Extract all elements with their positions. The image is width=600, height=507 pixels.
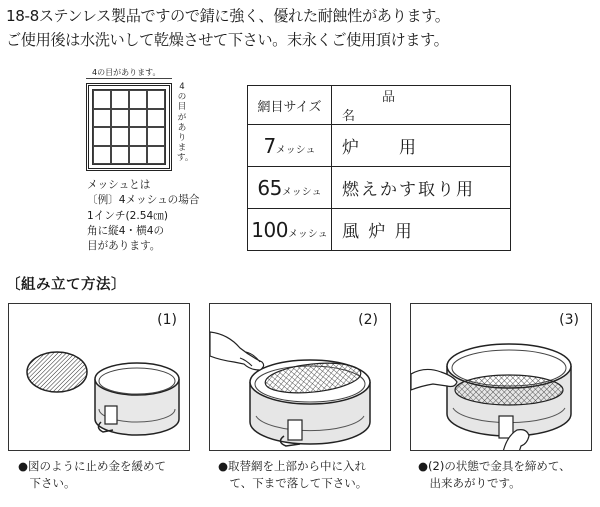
step-1-caption: [18, 458, 166, 492]
intro-text: [6, 4, 596, 52]
caption-line: ●(2)の状態で金具を締めて、: [418, 459, 571, 473]
mesh-explain-line: 1インチ(2.54㎝): [87, 209, 168, 222]
mesh-width-arrow: [86, 78, 172, 79]
step-3-caption: [418, 458, 571, 492]
product-use-cell: [332, 167, 511, 209]
caption-line: 下さい。: [18, 476, 76, 490]
caption-line: ●図のように止め金を緩めて: [18, 459, 167, 473]
mesh-grid-diagram: [86, 83, 172, 171]
mesh-unit: メッシュ: [275, 144, 316, 156]
mesh-unit: メッシュ: [287, 228, 328, 240]
mesh-size-cell: [248, 125, 332, 167]
table-row: [248, 167, 511, 209]
mesh-explain-line: 〔例〕4メッシュの場合: [87, 194, 200, 207]
product-use: 燃えかす取り用: [342, 180, 475, 200]
step-number: (3): [559, 312, 579, 328]
mesh-number: 65: [257, 175, 282, 200]
mesh-explain-line: 目があります。: [87, 240, 161, 253]
header-mesh-size: 網目サイズ: [248, 86, 332, 125]
table-row: [248, 209, 511, 251]
mesh-unit: メッシュ: [281, 186, 322, 198]
table-row: [248, 125, 511, 167]
step-1-illustration: [9, 304, 190, 451]
intro-line-2: ご使用後は水洗いして乾燥させて下さい。末永くご使用頂けます。: [6, 31, 449, 49]
step-3-illustration: [411, 304, 592, 451]
mesh-number: 100: [251, 217, 288, 242]
caption-line: 出来あがりです。: [418, 476, 521, 490]
intro-line-1: 18-8ステンレス製品ですので錆に強く、優れた耐蝕性があります。: [6, 7, 450, 25]
table-header-row: [248, 86, 511, 125]
step-number: (1): [157, 312, 177, 328]
assembly-title: 〔組み立て方法〕: [6, 277, 126, 293]
step-2-illustration: [210, 304, 391, 451]
mesh-side-note: 4の目があります。: [177, 82, 194, 164]
product-use: 風 炉 用: [342, 222, 414, 242]
mesh-explanation: [87, 178, 199, 254]
step-3-panel: [410, 303, 592, 451]
product-use-cell: [332, 125, 511, 167]
mesh-top-note: 4の目があります。: [92, 68, 161, 77]
step-2-caption: [218, 458, 367, 492]
header-product-name: [332, 86, 511, 125]
step-2-panel: [209, 303, 391, 451]
mesh-explain-line: 角に縦4・横4の: [87, 224, 165, 237]
mesh-number: 7: [263, 133, 276, 158]
mesh-size-cell: [248, 167, 332, 209]
mesh-explain-line: メッシュとは: [87, 179, 151, 191]
step-1-panel: [8, 303, 190, 451]
product-use: 炉 用: [342, 138, 418, 158]
step-number: (2): [358, 312, 378, 328]
caption-line: て、下まで落して下さい。: [218, 476, 368, 490]
header-product-name-text: 品名: [342, 90, 506, 124]
mesh-size-cell: [248, 209, 332, 251]
caption-line: ●取替網を上部から中に入れ: [218, 459, 367, 473]
product-use-cell: [332, 209, 511, 251]
mesh-size-table: [247, 85, 511, 251]
